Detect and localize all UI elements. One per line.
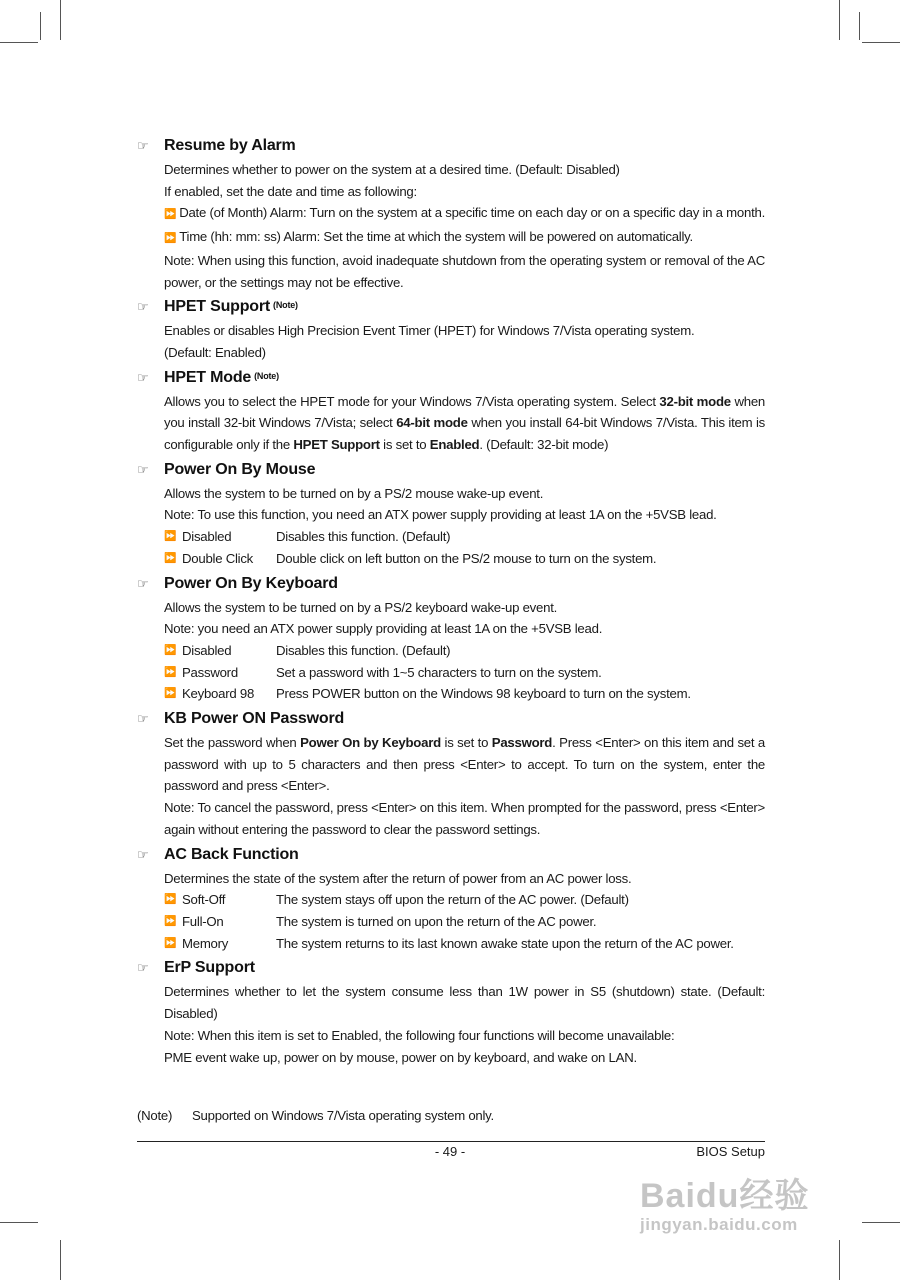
paragraph-text: Date (of Month) Alarm: Turn on the system at a specific time on each day or on a specific day in a month. — [179, 205, 765, 221]
watermark-logo-text: Baidu经验 — [640, 1177, 810, 1215]
crop-mark — [0, 42, 38, 43]
crop-mark — [0, 1222, 38, 1223]
bold-term: 64-bit mode — [396, 415, 468, 431]
section-hpet-mode — [137, 365, 765, 456]
text-run: is set to — [440, 735, 492, 751]
section-body — [137, 159, 765, 293]
crop-mark — [40, 12, 41, 40]
footnote-text: Supported on Windows 7/Vista operating system only. — [192, 1108, 494, 1123]
section-heading — [137, 365, 765, 391]
footnote — [137, 1108, 494, 1123]
option-description: The system is turned on upon the return of the AC power. — [276, 913, 597, 929]
option-row — [164, 933, 765, 955]
footer-section-label: BIOS Setup — [696, 1144, 765, 1159]
double-arrow-bullet-icon: ⏩ — [164, 552, 177, 564]
section-body — [137, 981, 765, 1068]
option-description: Disables this function. (Default) — [276, 529, 451, 545]
section-title: AC Back Function — [164, 845, 299, 863]
crop-mark — [862, 42, 900, 43]
crop-mark — [60, 1240, 61, 1280]
section-heading — [137, 955, 765, 981]
bold-term: Enabled — [429, 437, 480, 453]
paragraph: Enables or disables High Precision Event Timer (HPET) for Windows 7/Vista operating system. — [164, 323, 695, 339]
section-body — [137, 391, 765, 456]
text-run: is set to — [379, 437, 430, 453]
text-run: . (Default: 32-bit mode) — [479, 437, 609, 453]
section-title: ErP Support — [164, 959, 255, 977]
bullet-paragraph — [164, 202, 765, 226]
section-kb-power-on-password — [137, 706, 765, 841]
section-heading — [137, 571, 765, 597]
crop-mark — [839, 0, 840, 40]
double-arrow-bullet-icon: ⏩ — [164, 531, 177, 543]
option-row — [164, 889, 765, 911]
page-number: - 49 - — [434, 1144, 466, 1159]
option-name: Soft-Off — [182, 892, 226, 908]
pointing-hand-icon: ☞ — [137, 299, 149, 315]
pointing-hand-icon: ☞ — [137, 461, 149, 477]
option-row — [164, 911, 765, 933]
option-row — [164, 683, 765, 705]
paragraph: PME event wake up, power on by mouse, power on by keyboard, and wake on LAN. — [164, 1049, 637, 1065]
double-arrow-bullet-icon: ⏩ — [164, 644, 177, 656]
text-run: Allows you to select the HPET mode for your Windows 7/Vista operating system. Select — [164, 393, 660, 409]
bullet-paragraph — [164, 226, 765, 250]
paragraph — [164, 391, 765, 456]
section-title: Resume by Alarm — [164, 137, 296, 154]
paragraph-text: Time (hh: mm: ss) Alarm: Set the time at which the system will be powered on automatically. — [179, 229, 693, 245]
section-ac-back-function — [137, 842, 765, 955]
section-title: Power On By Keyboard — [164, 574, 338, 592]
section-heading — [137, 133, 765, 159]
paragraph: Note: you need an ATX power supply providing at least 1A on the +5VSB lead. — [164, 621, 603, 637]
crop-mark — [859, 12, 860, 40]
bold-term: HPET Support — [293, 437, 380, 453]
option-name: Memory — [182, 935, 229, 951]
double-arrow-bullet-icon: ⏩ — [164, 666, 177, 678]
section-erp-support — [137, 955, 765, 1068]
option-description: Press POWER button on the Windows 98 keyboard to turn on the system. — [276, 686, 691, 702]
paragraph — [164, 732, 765, 797]
paragraph: Note: When this item is set to Enabled, the following four functions will become unavailable: — [164, 1027, 675, 1043]
option-row — [164, 526, 765, 548]
option-name: Full-On — [182, 913, 224, 929]
paragraph: Note: To use this function, you need an ATX power supply providing at least 1A on the +5VSB lead. — [164, 507, 717, 523]
text-run: when you install 64-bit Windows 7/Vista. This item is configurable only if the — [164, 415, 765, 453]
text-run: when you install 32-bit Windows 7/Vista; select — [164, 393, 765, 431]
option-description: The system stays off upon the return of the AC power. (Default) — [276, 892, 629, 908]
note-superscript: (Note) — [273, 300, 298, 311]
paragraph: Note: When using this function, avoid inadequate shutdown from the operating system or removal of the AC power, or the settings may not be effective. — [164, 252, 765, 290]
option-name: Double Click — [182, 550, 254, 566]
section-heading — [137, 842, 765, 868]
option-row — [164, 548, 765, 570]
option-row — [164, 662, 765, 684]
section-body — [137, 597, 765, 706]
pointing-hand-icon: ☞ — [137, 960, 149, 976]
double-arrow-bullet-icon: ⏩ — [164, 209, 177, 221]
section-body — [137, 483, 765, 570]
section-power-on-by-keyboard — [137, 571, 765, 706]
option-description: Disables this function. (Default) — [276, 642, 451, 658]
double-arrow-bullet-icon: ⏩ — [164, 915, 177, 927]
pointing-hand-icon: ☞ — [137, 575, 149, 591]
section-resume-by-alarm — [137, 133, 765, 293]
pointing-hand-icon: ☞ — [137, 846, 149, 862]
option-description: Double click on left button on the PS/2 mouse to turn on the system. — [276, 550, 657, 566]
double-arrow-bullet-icon: ⏩ — [164, 937, 177, 949]
option-name: Disabled — [182, 642, 232, 658]
option-row — [164, 640, 765, 662]
paragraph: (Default: Enabled) — [164, 344, 266, 360]
paragraph: Allows the system to be turned on by a PS/2 keyboard wake-up event. — [164, 599, 558, 615]
paragraph: Determines whether to let the system consume less than 1W power in S5 (shutdown) state. (Default: Disabled) — [164, 984, 765, 1022]
note-superscript: (Note) — [254, 370, 279, 381]
bold-term: 32-bit mode — [659, 393, 731, 409]
double-arrow-bullet-icon: ⏩ — [164, 894, 177, 906]
option-description: Set a password with 1~5 characters to turn on the system. — [276, 664, 602, 680]
section-heading — [137, 294, 765, 320]
bold-term: Power On by Keyboard — [300, 735, 441, 751]
option-name: Disabled — [182, 529, 232, 545]
option-description: The system returns to its last known awake state upon the return of the AC power. — [276, 935, 734, 951]
paragraph: Determines whether to power on the system at a desired time. (Default: Disabled) — [164, 162, 620, 177]
section-body — [137, 732, 765, 841]
section-title: HPET Mode — [164, 368, 252, 386]
option-name: Keyboard 98 — [182, 686, 255, 702]
baidu-watermark — [640, 1168, 809, 1235]
section-title: HPET Support — [164, 298, 271, 316]
crop-mark — [60, 0, 61, 40]
text-run: . Press <Enter> on this item and set a password with up to 5 characters and then press <Enter> to accept. To turn on the system, enter the password and press <Enter>. — [164, 735, 765, 794]
pointing-hand-icon: ☞ — [137, 711, 149, 727]
section-title: KB Power ON Password — [164, 710, 345, 728]
text-run: Set the password when — [164, 735, 301, 751]
bold-term: Password — [491, 735, 553, 751]
footnote-label: (Note) — [137, 1108, 173, 1123]
page-content — [137, 132, 765, 1068]
crop-mark — [839, 1240, 840, 1280]
option-name: Password — [182, 664, 238, 680]
section-title: Power On By Mouse — [164, 460, 316, 478]
paragraph: Determines the state of the system after the return of power from an AC power loss. — [164, 870, 632, 886]
section-heading — [137, 457, 765, 483]
double-arrow-bullet-icon: ⏩ — [164, 688, 177, 700]
pointing-hand-icon: ☞ — [137, 138, 149, 153]
section-hpet-support — [137, 294, 765, 363]
pointing-hand-icon: ☞ — [137, 369, 149, 385]
double-arrow-bullet-icon: ⏩ — [164, 233, 177, 245]
watermark-url: jingyan.baidu.com — [640, 1215, 798, 1234]
section-power-on-by-mouse — [137, 457, 765, 570]
section-heading — [137, 706, 765, 732]
paragraph: If enabled, set the date and time as following: — [164, 183, 417, 199]
section-body — [137, 320, 765, 363]
crop-mark — [862, 1222, 900, 1223]
footer-divider — [137, 1141, 765, 1142]
section-body — [137, 868, 765, 955]
paragraph: Allows the system to be turned on by a PS/2 mouse wake-up event. — [164, 485, 544, 501]
paragraph: Note: To cancel the password, press <Enter> on this item. When prompted for the password, press <Enter> again without entering the password to clear the password settings. — [164, 800, 765, 837]
